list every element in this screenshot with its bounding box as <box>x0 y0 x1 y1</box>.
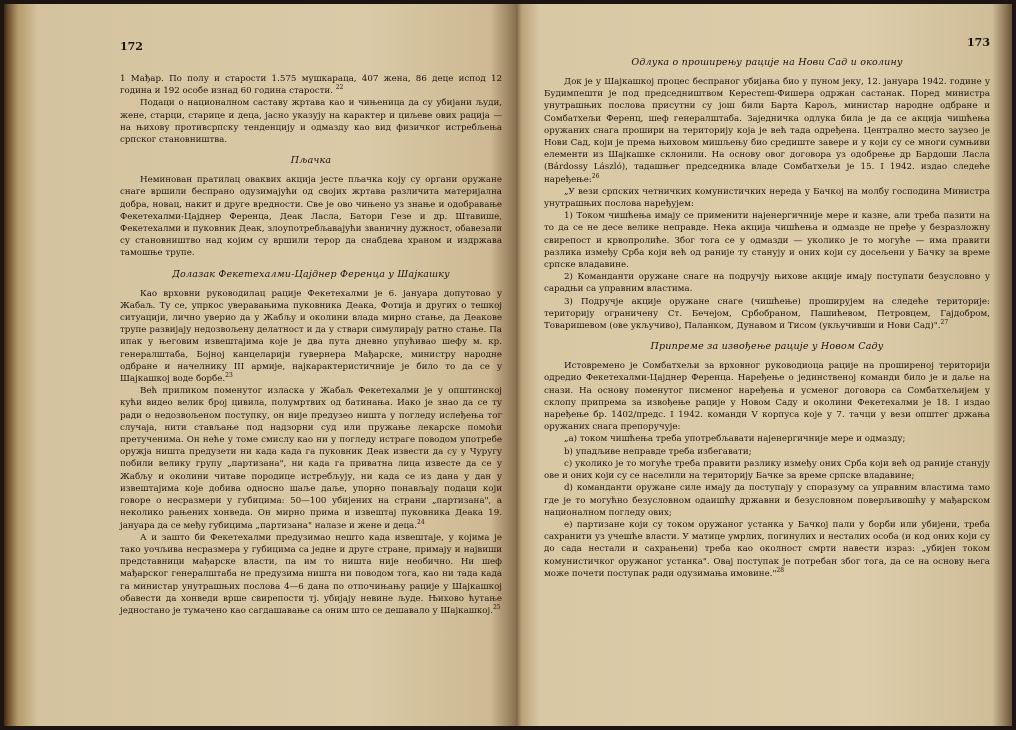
right-page <box>516 4 1012 726</box>
list-item: 1) Током чишћења имају се применити најенергичније мере и казне, али треба пазити на то да се не десе велике неправде. Нека акција чишћења и одмазде не пређе у безразложну свирепост и крвопролиће. Због тога се у одмазди — уколико је то могуће — има правити разлика између Срба који већ од раније ту станују и оних који су досељени у Бачку за време српске владавине. <box>544 211 990 271</box>
quote-paragraph: „У вези српских четничких комунистичких нереда у Бачкој на молбу господина Министра унутрашњих послова наређујем: <box>544 186 990 210</box>
list-item: 2) Команданти оружане снаге на подручју њихове акције имају поступати безусловно у сарадњи са управним властима. <box>544 272 990 295</box>
paragraph: А и зашто би Фекетехалми предузимао нешто када извештаје, у којима је тако уочљива несразмера у губицима са једне и друге стране, примају и највиши представници мађарске власти, па им то ништа није необично. Ни шеф мађарског генералштаба не предузима ништа ни поводом тога, као ни тада када га министар унутрашњих послова 4—6 дана по отпочињању рације у Шајкашкој обавести да хонведи врше свирепости тј. убијају невине људе. Њихово ћутање једностано је тумачено као сагдашавање са оним што се дешавало у Шајкашкој.$^{25}$ <box>120 532 502 616</box>
book-spread <box>4 4 1012 726</box>
footnote-mark: 28 <box>776 566 785 574</box>
section-heading-odluka: Одлука о проширењу рације на Нови Сад и околину <box>631 57 903 68</box>
section-heading-dolazak: Долазак Фекетехалми-Цајднер Ференца у Шајкашку <box>172 268 450 280</box>
paragraph: Подаци о националном саставу жртава као и чињеница да су убијани људи, жене, старци, старице и деца, јасно указују на карактер и циљеве ових рација — на њихову противсрпску тенденцију и одмазду као вид физичког истребљења српског становништва. <box>120 98 502 146</box>
page-number-left: 172 <box>120 40 143 53</box>
paragraph: Неминован пратилац оваквих акција јесте пљачка коју су органи оружане снаге вршили беспрано одузимајући од својих жртава различита материјална добра, новац, накит и друге вредности. Све је ово чињено уз знање и одобравање Фекетехалми-Цајднер Ференца, Деак Ласла, Батори Гезе и др. Штавише, Фекетехалми и пуковник Деак, злоупотребљавајући званичну дужност, обавезали су становништво над којим су вршили терор да снабдева храном и издржава тамошње трупе. <box>120 175 502 259</box>
footnote-mark: 25 <box>492 604 501 612</box>
paragraph: 1 Мађар. По полу и старости 1.575 мушкараца, 407 жена, 86 деце испод 12 година и 192 особе изнад 60 година старости. $^{22}$ <box>120 74 502 97</box>
list-item: b) упадљиве неправде треба избегавати; <box>564 446 752 457</box>
left-page <box>4 4 516 726</box>
paragraph: Истовремено је Сомбатхељи за врховног руководиоца рације на проширеној територији одредио Фекетехалми-Цајднер Ференца. Наређење о јединственој команди било је и даље на снази. На основу поменутог писменог наређења и усменог договора са Сомбатхељијем у склопу припрема за извођење рације у Новом Саду и околини Фекетехалми је 18. I издао наређење бр. 1402/предс. I 1942. команди V корпуса које у 7. тачци у вези општег држања оружаних снага препоручује: <box>544 361 990 433</box>
list-item: d) команданти оружане силе имају да поступају у споразуму са управним властима тамо где је то могућно безусловном одаишћу државни и безусловном поверљивошћу у мађарском националном погледу овиx; <box>544 483 990 518</box>
footnote-mark: 24 <box>417 518 425 526</box>
footnote-mark: 23 <box>225 372 233 380</box>
section-heading-pripreme: Припреме за извођење рације у Новом Саду <box>650 341 884 353</box>
list-item: c) уколико је то могуће треба правити разлику између оних Срба који већ од раније станују ове и оних који су се населили на територију Бачке за време српске владавине; <box>544 458 990 482</box>
list-item: „а) током чишћења треба употребљавати најенергичније мере и одмазду; <box>564 434 906 445</box>
page-number-right: 173 <box>967 36 990 49</box>
footnote-mark: 26 <box>591 172 600 180</box>
paragraph: Док је у Шајкашкој процес беспраног убијања био у пуном јеку, 12. јануара 1942. године у Будимпешти је под председништвом Керестеш-Фишера одржан састанак. Поред министра унутрашњих послова присутни су још били Барта Карољ, министар народне одбране и Сомбатхељи Ференц, шеф генералштаба. Заједничка одлука била је да се акција чишћења оружаних снага прошири на територију која је већ тада одређена. Централно место заузео је Нови Сад, који је према њиховом мишљењу био средиште завере и у који су се многи сумњиви елементи из Шајкашке склонили. На основу овог договора уз одобрење др Бардоши Ласла (Bárdossy László), тадашњег председника владе Сомбатхељи је 15. I 1942. издао следеће наређење:$^{26}$ <box>544 77 990 185</box>
footnote-mark: 22 <box>335 84 344 92</box>
list-item: e) партизане који су током оружаног устанка у Бачкој пали у борби или убијени, треба сахранити уз учешће власти. У матице умрлих, погинулих и несталих особа (и код оних који су до сада нестали и сахрањени) треба као околност смрти навести израз: „убијен током комунистичког оружаног устанка". Овај поступак је потребан због тога, да се на основу њега може почети поступак ради одузимања имовине."$^{28}$ <box>544 519 990 579</box>
paragraph: Већ приликом поменутог изласка у Жабаљ Фекетехалми је у општинској кући видео велик број цивила, полумртвих од батинања. Иако је знао да се ту ради о недозвољеном поступку, он није предузео ништа у погледу ислеђења тог случаја, нити стављање под надзорни суд или пружање лекарске помоћи претученима. Он неће у томе смислу као ни у погледу истраге поводом употребе оружја ништа предузети ни када када га пуковник Деак извести да су у Чуругу побили велику групу „партизана", ни када га приватна лица известе да се у Жабљу и околини читаве породице истребљују, ни када се из дана у дан у извештајима које добива односно шаље даље, упорно понављају подаци који говоре о несразмери у губицима: 50—100 убијених на страни „партизана", а неколико рањених хонведа. Он мирно прима и извештај пуковника Деака 19. јануара да се међу губицима „партизана" налазе и жене и деца.$^{24}$ <box>120 386 502 531</box>
paragraph: Као врховни руководилац рације Фекетехалми је 6. јануара допутовао у Жабаљ. Ту се, упркос уверавањима пуковника Деака, Фотија и других о тешкој ситуацији, лично уверио да у Жабљу и околини влада мирно стање, да Деакове трупе развијају недозвољену делатност и да у ствари симулирају ратно стање. Па ипак у његовим извештајима које је два пута дневно упућивао шефу м. кр. генералштаба, Бојнoј канцеларији гувернера Мађарске, министру народне одбране и начелнику III армије, најкарактеристичније је било то да се у Шајкашкој воде борбе.$^{23}$ <box>120 288 502 385</box>
list-item: 3) Подручје акције оружане снаге (чишћење) проширујем на следеће територије: територију ограничену Ст. Бечејом, Србобраном, Пашићевом, Петровцем, Гајдобром, Товаришевом (ове укључиво), Паланком, Дунавом и Тисом (укључивши и Нови Сад)".$^{27}$ <box>544 296 990 332</box>
footnote-mark: 27 <box>940 319 949 327</box>
section-heading-pljacka: Пљачка <box>290 155 332 167</box>
